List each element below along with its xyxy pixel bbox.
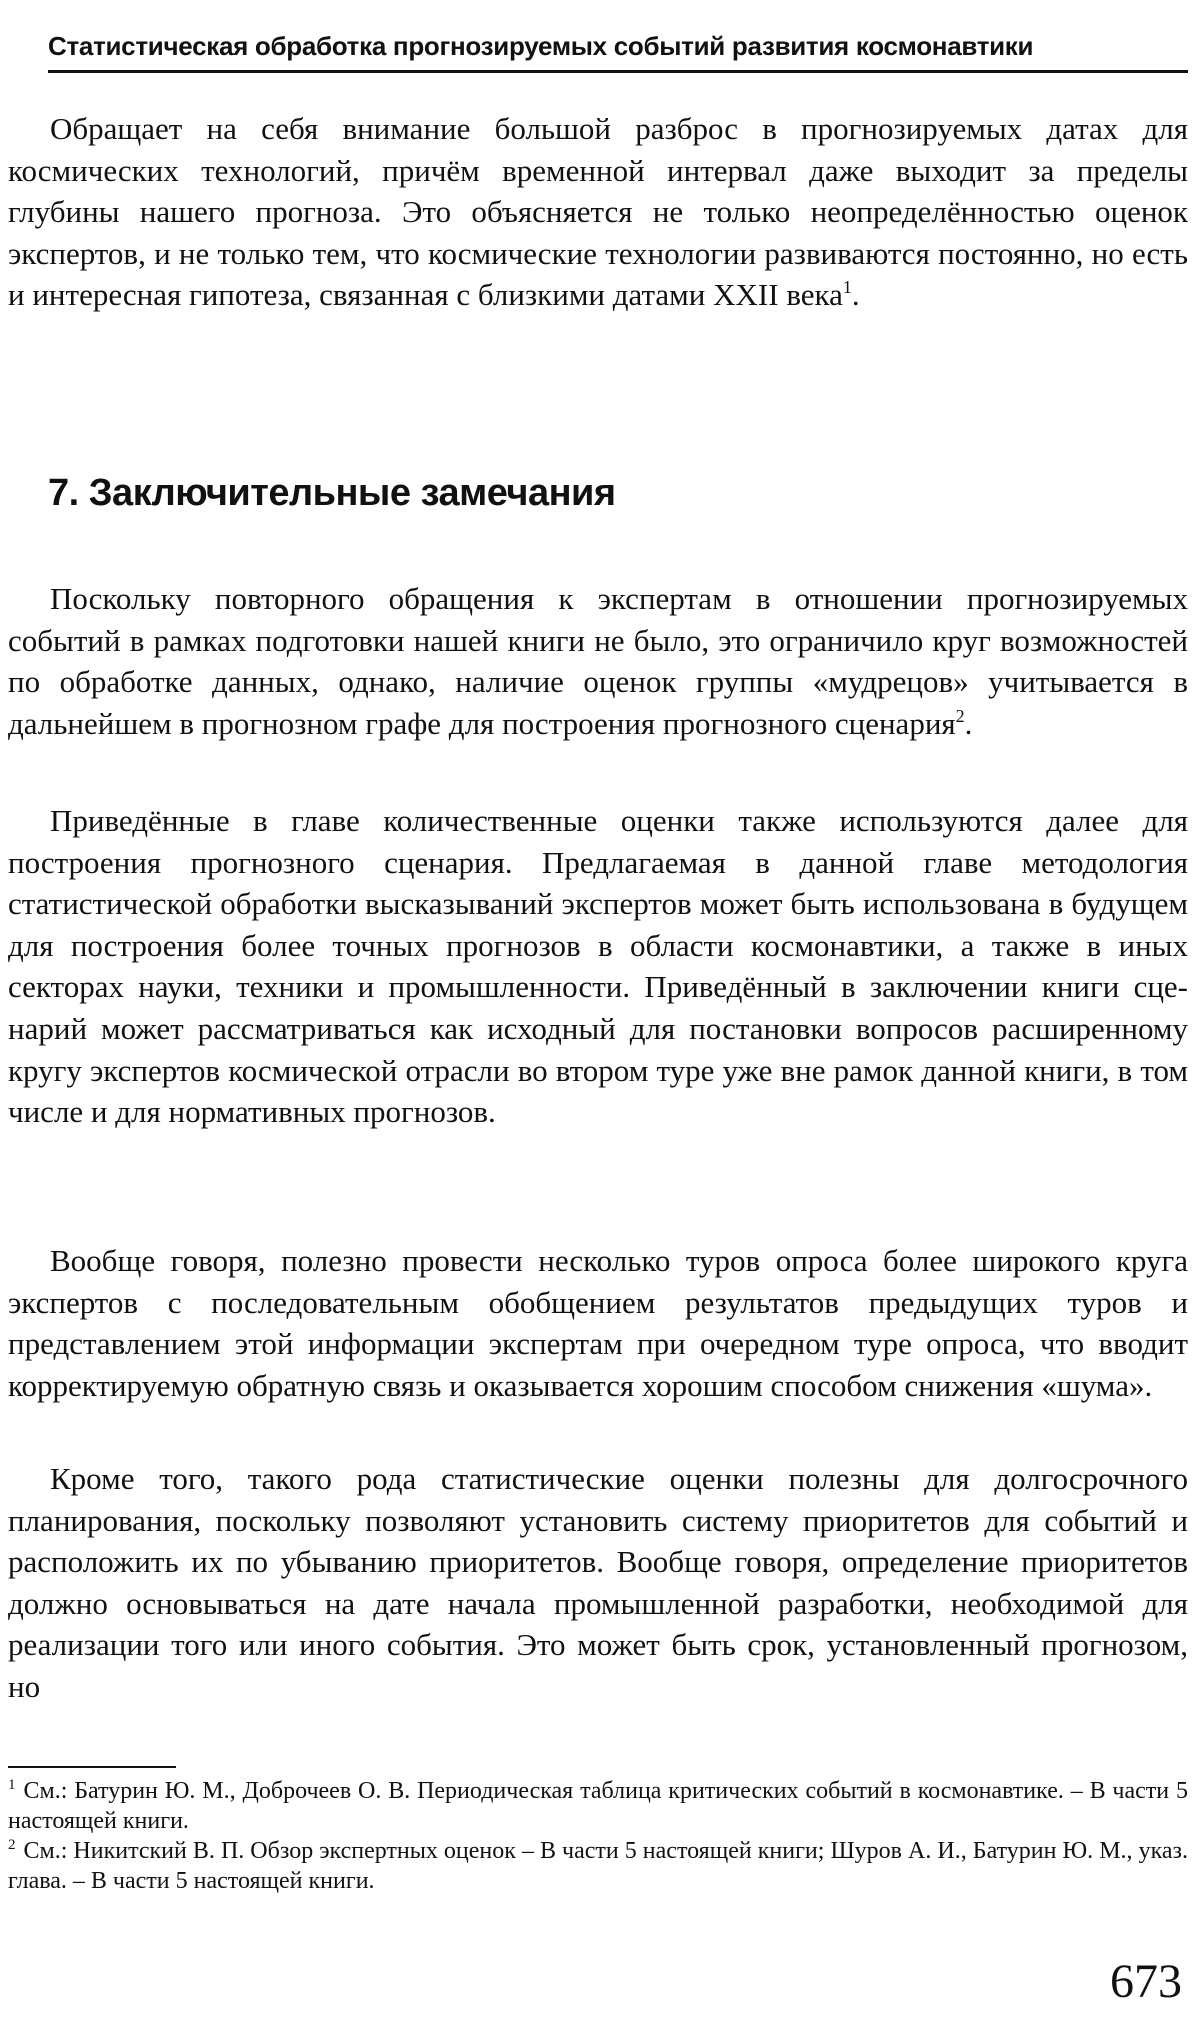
- section-heading: 7. Заключительные замечания: [48, 472, 616, 514]
- paragraph-5: Кроме того, такого рода статистические оценки полезны для долгосрочного планирования, поскольку позволяют установить систему приоритетов для событий и расположить их по убыванию приоритетов. Вообще говоря, определение приоритетов должно основываться на дате начала промышленной разработки, необходимой для реализации того или иного события. Это может быть срок, установленный прогнозом, но: [8, 1461, 1188, 1704]
- paragraph-1: [8, 108, 1188, 316]
- footnote-2-text: См.: Никитский В. П. Обзор экспертных оценок – В части 5 настоящей книги; Шуров А. И., Батурин Ю. М., указ. глава. – В части 5 настоящей книги.: [8, 1838, 1188, 1894]
- running-header: Статистическая обработка прогнозируемых событий развития космонавтики: [48, 31, 1034, 61]
- paragraph-2: [8, 578, 1188, 744]
- paragraph-2-end: .: [964, 705, 973, 741]
- footnote-1-mark: 1: [8, 1777, 16, 1793]
- footnote-2-mark: 2: [8, 1837, 16, 1853]
- footnote-1-text: См.: Батурин Ю. М., Доброчеев О. В. Периодическая таблица критических событий в космонавтике. – В части 5 настоящей книги.: [8, 1778, 1188, 1834]
- paragraph-2-text: Поскольку повторного обращения к экспертам в отношении прогнозируемых событий в рамках подготовки нашей книги не было, это ограничило круг возможностей по обработке данных, однако, наличие оценок группы «мудрецов» учитывается в дальнейшем в прогнозном графе для построения прогнозного сценария: [8, 581, 1188, 741]
- footnote-rule: [8, 1766, 176, 1768]
- paragraph-1-end: .: [851, 277, 860, 313]
- paragraph-4: Вообще говоря, полезно провести несколько туров опроса более широкого круга экспертов с последовательным обобщением результатов предыдущих туров и представлением этой информации экспертам при очередном туре опроса, что вводит корректируемую обратную связь и оказывается хорошим способом снижения «шума».: [8, 1243, 1188, 1403]
- footnote-2: [8, 1836, 1188, 1896]
- footnote-ref-2[interactable]: 2: [955, 705, 965, 726]
- footnote-1: [8, 1776, 1188, 1836]
- footnotes: [8, 1776, 1188, 1896]
- page-number: 673: [1110, 1955, 1182, 2008]
- header-rule: [48, 70, 1188, 73]
- footnote-ref-1[interactable]: 1: [842, 277, 852, 298]
- paragraph-3: Приведённые в главе количественные оценки также используются далее для построения прогнозного сценария. Предлагаемая в данной главе методология статистической обработки высказываний экспертов может быть использована в будущем для построения более точных прогнозов в области космонавтики, а также в иных секторах науки, техники и промышленности. Приведённый в заключении книги сценарий может рассматриваться как исходный для постановки вопросов расширенному кругу экспертов космической отрасли во втором туре уже вне рамок данной книги, в том числе и для нормативных прогнозов.: [8, 803, 1188, 1130]
- paragraph-1-text: Обращает на себя внимание большой разброс в прогнозируемых датах для космических технологий, причём временной интервал даже выходит за пределы глубины нашего прогноза. Это объясняется не только неопределённостью оценок экспертов, и не только тем, что космические технологии развиваются постоянно, но есть и интересная гипотеза, связанная с близкими датами XXII века: [8, 111, 1188, 313]
